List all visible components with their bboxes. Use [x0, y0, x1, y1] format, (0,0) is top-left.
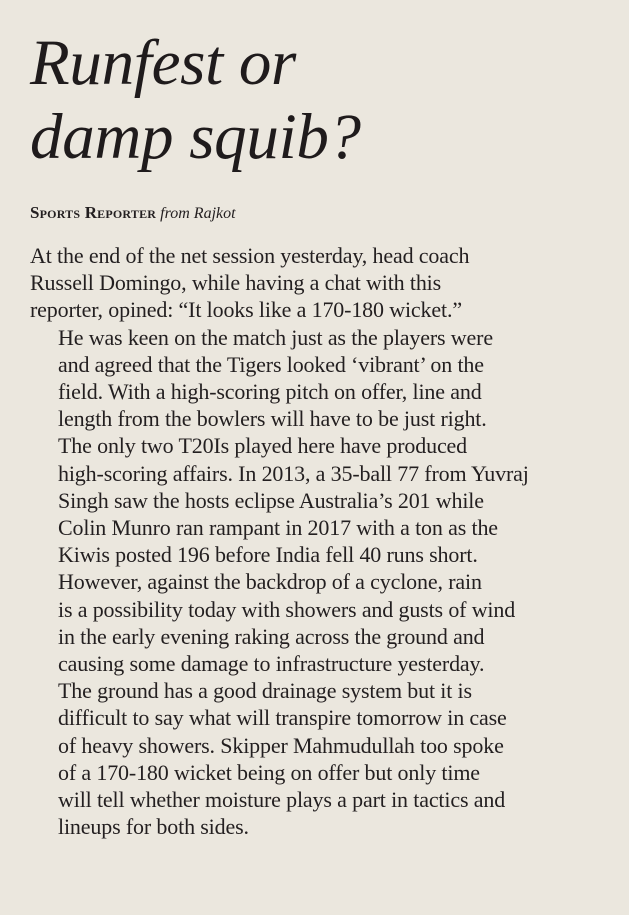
- text-line: Kiwis posted 196 before India fell 40 runs short.: [58, 542, 478, 568]
- article: [30, 26, 606, 840]
- text-line: and agreed that the Tigers looked ‘vibrant’ on the: [58, 351, 484, 377]
- text-line: The only two T20Is played here have produced: [58, 433, 468, 459]
- paragraph: [30, 568, 606, 677]
- text-line: Russell Domingo, while having a chat with this: [30, 270, 442, 296]
- text-line: The ground has a good drainage system but it is: [58, 678, 472, 704]
- text-line: He was keen on the match just as the players were: [58, 324, 493, 350]
- paragraph: [30, 432, 606, 568]
- text-line: will tell whether moisture plays a part in tactics and: [58, 787, 506, 813]
- headline: [30, 26, 606, 174]
- text-line: reporter, opined: “It looks like a 170-180 wicket.”: [30, 297, 462, 323]
- paragraph: [30, 324, 606, 433]
- byline: [30, 203, 606, 224]
- text-line: of a 170-180 wicket being on offer but only time: [58, 759, 480, 785]
- text-line: of heavy showers. Skipper Mahmudullah too spoke: [58, 732, 504, 758]
- text-line: difficult to say what will transpire tomorrow in case: [58, 705, 507, 731]
- text-line: is a possibility today with showers and gusts of wind: [58, 596, 516, 622]
- article-body: [30, 242, 606, 840]
- text-line: Colin Munro ran rampant in 2017 with a ton as the: [58, 515, 498, 541]
- text-line: Singh saw the hosts eclipse Australia’s 201 while: [58, 487, 484, 513]
- paragraph: [30, 242, 606, 324]
- paragraph: [30, 677, 606, 840]
- text-line: At the end of the net session yesterday, head coach: [30, 243, 470, 268]
- text-line: lineups for both sides.: [58, 814, 249, 840]
- text-line: in the early evening raking across the ground and: [58, 623, 485, 649]
- headline-line: damp squib?: [30, 101, 361, 173]
- text-line: length from the bowlers will have to be just right.: [58, 406, 487, 432]
- text-line: high-scoring affairs. In 2013, a 35-ball 77 from Yuvraj: [58, 460, 529, 486]
- byline-location: from Rajkot: [160, 205, 236, 222]
- text-line: causing some damage to infrastructure yesterday.: [58, 651, 485, 677]
- text-line: field. With a high-scoring pitch on offer, line and: [58, 379, 482, 405]
- headline-line: Runfest or: [30, 27, 297, 99]
- byline-author: Sports Reporter: [30, 203, 157, 222]
- text-line: However, against the backdrop of a cyclone, rain: [58, 569, 482, 595]
